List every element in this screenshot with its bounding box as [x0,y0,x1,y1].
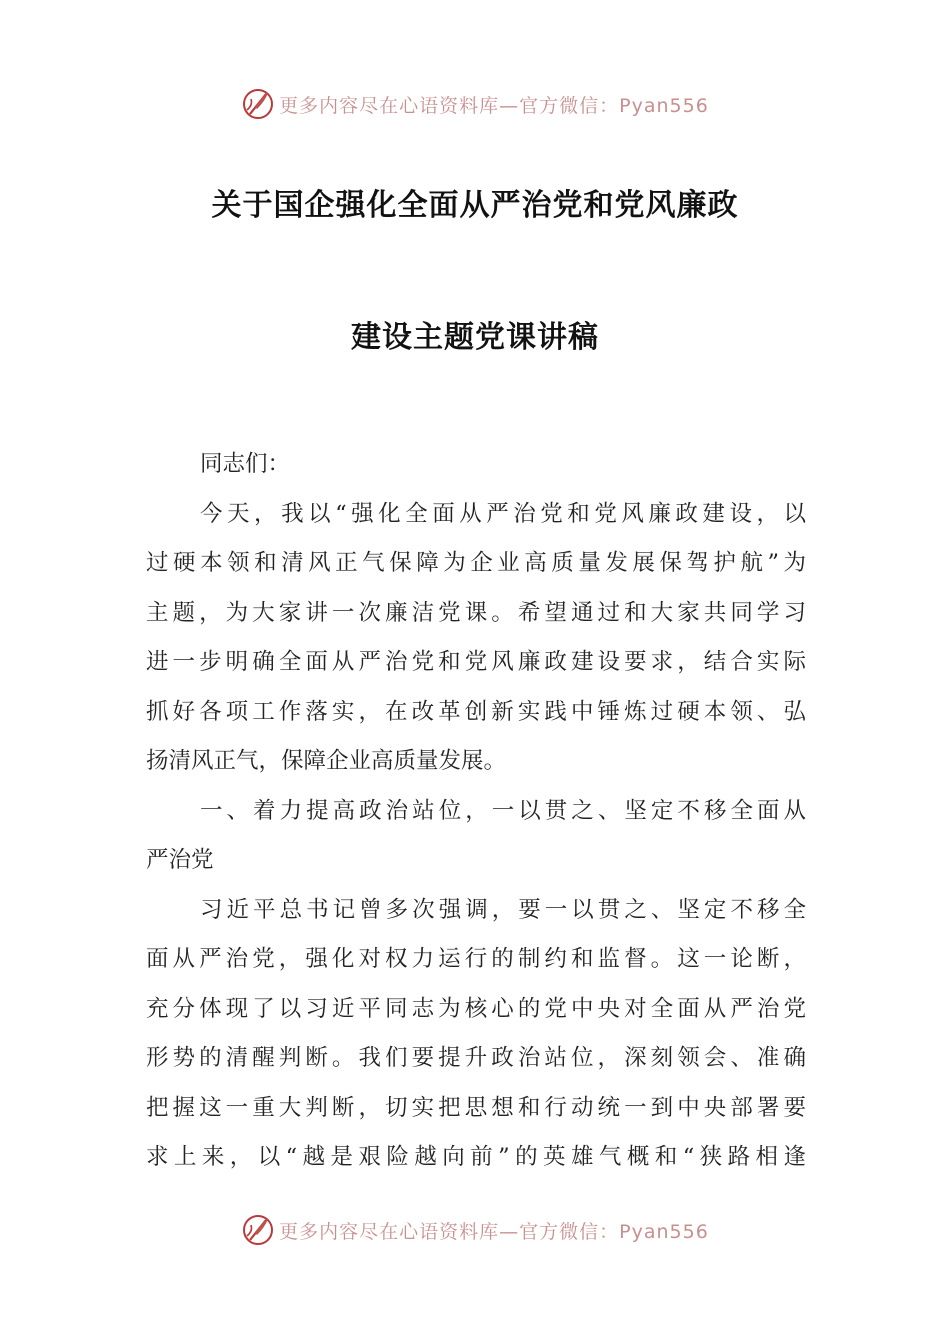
body-line: 形势的清醒判断。我们要提升政治站位，深刻领会、准确 [146,1045,806,1071]
salutation: 同志们： [200,451,291,477]
watermark-text: 更多内容尽在心语资料库—官方微信：Pyan556 [279,94,709,117]
watermark-header [0,84,950,124]
body-line: 充分体现了以习近平同志为核心的党中央对全面从严治党 [146,995,806,1022]
body-line: 习近平总书记曾多次强调，要一以贯之、坚定不移全 [200,896,806,923]
feather-pen-logo-icon [241,87,275,121]
document-body [146,440,806,1183]
body-line: 进一步明确全面从严治党和党风廉政建设要求，结合实际 [146,649,806,675]
body-line: 扬清风正气，保障企业高质量发展。 [146,748,507,774]
body-line: 主题，为大家讲一次廉洁党课。希望通过和大家共同学习 [146,599,806,626]
watermark-text: 更多内容尽在心语资料库—官方微信：Pyan556 [279,1220,709,1243]
watermark-footer [0,1210,950,1250]
body-line: 面从严治党，强化对权力运行的制约和监督。这一论断， [146,946,806,972]
section-heading: 严治党 [146,847,214,873]
body-line: 抓好各项工作落实，在改革创新实践中锤炼过硬本领、弘 [146,698,806,725]
feather-pen-logo-icon [241,1213,275,1247]
body-line: 求上来，以“越是艰险越向前”的英雄气概和“狭路相逢 [146,1144,806,1170]
body-line: 今天，我以“强化全面从严治党和党风廉政建设，以 [200,500,806,527]
document-title-line-2: 建设主题党课讲稿 [351,320,599,355]
document-title-line-1: 关于国企强化全面从严治党和党风廉政 [211,188,739,223]
body-line: 过硬本领和清风正气保障为企业高质量发展保驾护航”为 [146,550,806,576]
body-line: 把握这一重大判断，切实把思想和行动统一到中央部署要 [146,1094,806,1121]
section-heading: 一、着力提高政治站位，一以贯之、坚定不移全面从 [200,797,806,824]
